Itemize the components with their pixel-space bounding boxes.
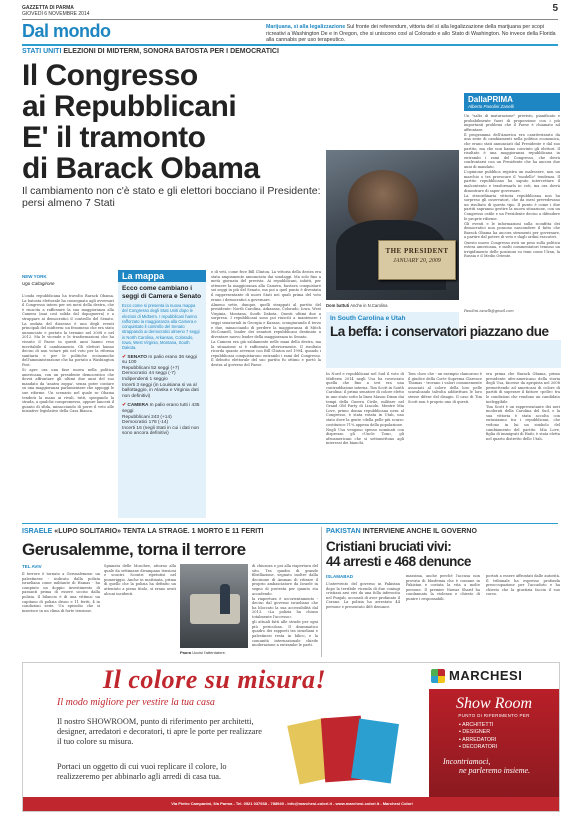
section-title: Dal mondo: [22, 21, 111, 41]
president-sign: [378, 240, 456, 280]
showroom-item-4-label: DECORATORI: [462, 743, 498, 750]
headline-line-2: ai Repubblicani: [22, 90, 237, 123]
israele-photo-caption: [180, 650, 248, 655]
israele-caption-text: Uccisi l'attentatore.: [192, 650, 226, 655]
marchesi-logo-text: MARCHESI: [449, 668, 523, 683]
dalla-prima-para-2: Il programma dell'America era caratterizzato da una serie di cambiamenti nella politica economica, che erano stati annunciati dal Presidente e dal suo partito, ma che non hanno convinto gli elettori. Il risultato è una maggioranza repubblicana in entrambi i rami del Congresso, che dovrà confrontarsi con un Presidente che ha ancora due anni di mandato.: [464, 132, 560, 170]
dalla-prima-para-5: Gli eventi e le informazioni sulla sconfitta dei democratici non possono nascondere il fatto che Barack Obama ha ancora strumenti per governare, a partire dal potere di veto e dagli ordini esecutivi.: [464, 221, 560, 240]
israele-col-3-para: di chiusura e poi alla riapertura del sito. Tra quadro di grande fibrillazione, segnato inoltre dalla decisione di Amman di ritirare il proprio ambasciatore da Israele in segno di protesta per quanto sta accadendo.: [252, 564, 318, 596]
photo-caption: [326, 303, 459, 308]
pakistan-tag: PAKISTAN: [326, 528, 361, 535]
ad-footer-bar: [23, 797, 560, 811]
main-body-para-2: Si apre ora una fase nuova nella politica americana, con un presidente democratico che dovrà affrontare gli ultimi due anni del suo mandato da 'anatra zoppa', senza poter contare su una maggioranza parlamentare che appoggi le sue riforme. Un scenario nel quale se Obama tenderà la mano ai rivali, tutti, spiegando la strada, a qualche compromesso, oppure lancerà il guanto di sfida, minacciando di porre il veto alle iniziative legislative della Casa Bianca.: [22, 368, 114, 414]
dalla-prima: [464, 93, 560, 308]
showroom-item-1: [459, 722, 559, 729]
pakistan-kicker: [326, 528, 561, 535]
photo-vehicle: [190, 594, 240, 624]
senate-note: In palio erano 36 seggi su 100: [122, 354, 197, 366]
swatch-blue: [351, 719, 399, 784]
senate-check-icon: ✔: [122, 354, 127, 360]
israele-col-1-para: Il terrore è tornato a Gerusalemme: un palestinese - indicato dalla polizia israeliana come militante di Hamas - ha compiuto un doppio investimento di passanti prima di essere ucciso dalla polizia. Il bilancio è di una vittima: un capitano di polizia druso e 11 feriti, 4 in condizioni serie. Un episodio che si inserisce in un clima di forte tensione.: [22, 572, 100, 613]
showroom-item-3-label: ARREDATORI: [462, 736, 497, 743]
obama-photo: [326, 150, 459, 300]
main-subhead: Il cambiamento non c'è stato e gli elettori bocciano il Presidente: persi almeno 7 Stati: [22, 185, 321, 209]
marchesi-logo: [429, 665, 559, 687]
photo-caption-bold: Dom battuti: [326, 303, 350, 308]
mid-para-1: e di veti, come fece Bill Clinton. La vittoria della destra era stata ampiamente annunciata dai sondaggi. Ma solo fino a metà giornata del prevista. Ai repubblicani, infatti, per ottenere la maggioranza alla Camera, bastava conquistare sei seggi in più del Senato, ma poi a quel punto è diventata il rappresentante di nuovi Stati nei quali prima del voto erano i democratici a governare.: [211, 270, 321, 302]
dalla-prima-para-4: La straordinaria vittoria repubblicana non ha sorpreso gli osservatori, che da mesi prevedevano un risultato di questo tipo. Il punto è come i due partiti sapranno gestire la nuova situazione, con un Congresso ostile e un Presidente deciso a difendere le proprie riforme.: [464, 193, 560, 221]
israele-col-3: [252, 564, 318, 656]
camera-heading: [122, 403, 202, 414]
kicker-tag: STATI UNITI: [22, 48, 62, 55]
showroom-item-2: [459, 729, 559, 736]
israele-col-2: [104, 564, 176, 656]
brief-lead: Marijuana, sì alla legalizzazione: [266, 24, 346, 30]
page-number: 5: [552, 3, 558, 14]
main-body-para-1: L'onda repubblicana ha travolto Barack Obama. La batosta elettorale ha consegnato agli avversari il Congresso intero per sei mesi della destra, che è riuscita a rafforzare la sua maggioranza alla Camera (mai così solida dal dopoguerra) e a strappare ai democratici il controllo del Senato. La ondata del dissenso è uno degli eventi principali del midterm: un fenomeno che era stato annunciato e portato la termine nel 2008 e nel 2012. Ma le vicende e le trasformazioni che ha vissuto il Paese in questi anni hanno reso inevitabile il cambiamento. Gli elettori hanno deciso di non votare più nel voto per la riforma sanitaria e per le politiche economiche dell'amministrazione che ha portato a Washington Post.: [22, 294, 114, 367]
camera-label: CAMERA: [127, 403, 149, 409]
headline-line-3: E' il tramonto: [22, 121, 206, 154]
ad-footer-text: Via Pietro Campanini, 9/a Parma - Tel. 0521 037938 - 788949 - info@marchesi-colori.it - www.marchesi-colori.it - Marchesi Colori: [171, 801, 413, 806]
marchesi-logo-icon: [431, 669, 445, 683]
beffa-headline: La beffa: i conservatori piazzano due: [330, 324, 549, 339]
showroom-slogan-1: Incontriamoci,: [443, 757, 491, 767]
mid-para-2: Almeno sette, dunque, quelli strappati al partito del presidente: North Carolina, Arkansas, Colorado, Iowa, West Virginia, Montana, South Dakota. Questi ultimi due a sorpresa. I repubblicani sono poi riusciti a mantenere i seggi senatoriali in Georgia e Kansas, scongiurando il terzo e due, minacciando di perdere la maggioranza di Mitch McConnell, leader dei senatori repubblicani destinato a diventare nuovo leader della maggioranza in Senato.: [211, 302, 321, 339]
pakistan-col-2: [406, 574, 480, 656]
masthead-rule: [22, 19, 558, 20]
section-header: [22, 21, 172, 39]
showroom-item-2-label: DESIGNER: [462, 729, 491, 736]
marchesi-ad[interactable]: [22, 662, 560, 812]
showroom-panel: [429, 689, 559, 797]
israele-photo: [180, 564, 248, 648]
mid-para-3: La Camera era già saldamente nelle mani della destra, ma la situazione si è rafforzata ulteriormente. Il risultato ricorda quanto avvenne con Bill Clinton nel 1994, quando i repubblicani conquistarono entrambi i rami del Congresso. Il debutto elettorale del suo partito fu ottimo e portò la destra al governo del Paese.: [211, 339, 321, 367]
main-byline: [22, 274, 114, 286]
camera-row-3: Incerti 16 (negli Stati in cui i dati non sono ancora definitivi): [122, 425, 200, 437]
main-kicker: [22, 48, 462, 55]
dalla-prima-body: [464, 114, 560, 312]
beffa-col-2: [408, 372, 482, 518]
pakistan-headline: [326, 539, 561, 569]
pakistan-col-1: [326, 582, 400, 656]
lower-rule: [22, 523, 558, 524]
pakistan-col-3-para: portati a essere affrontati dalle autorità. Il tribunale ha espresso profonda preoccupazione per l'accaduto e ha chiesto che la giustizia faccia il suo corso.: [486, 574, 560, 597]
showroom-sub: PUNTO DI RIFERIMENTO PER: [458, 713, 530, 718]
camera-check-icon: ✔: [122, 403, 127, 409]
ad-body-1: Il nostro SHOWROOM, punto di riferimento per architetti, designer, arredatori e decoratori, ti apre le porte per realizzare il tuo colore su misura.: [57, 717, 262, 746]
beffa-col-1: [326, 372, 404, 518]
pakistan-col-1-para: L'intervento del governo in Pakistan dopo la terribile vicenda di due coniugi cristiani arsi vivi da una folla inferocita nel Punjab, accusati di aver profanato il Corano. La polizia ha arrestato 44 persone e presentato 468 denunce.: [326, 582, 400, 609]
paper-name: GAZZETTA DI PARMA: [22, 5, 74, 11]
mappa-intro: Ecco come si presenta la nuova mappa del Congresso degli Stati Uniti dopo le elezioni di Midterm. I repubblicani hanno rafforzato la maggioranza alla Camera e conquistato il controllo del Senato strappando ai democratici almeno 7 seggi in North Carolina, Arkansas, Colorado, Iowa, West Virginia, Montana, South Dakota.: [122, 303, 200, 351]
bullet-icon: ▪: [459, 736, 461, 743]
israele-kicker-text: «LUPO SOLITARIO» TENTA LA STRAGE. 1 MORTO E 11 FERITI: [54, 528, 264, 535]
pakistan-col-3: [486, 574, 560, 656]
main-headline: [22, 60, 322, 184]
israele-kicker: [22, 528, 317, 535]
beffa-col-1-para-1: In Nord e repubblicani nel Sud il voto di Midterm 2014 negli Usa ha rovesciato quella che fino a ieri era una contraddizione interna. Tim Scott in South Carolina: il primo senatore di colore eletto in uno stato sotto la linea Mason Dixon dai tempi della Guerra Civile, militare nel Grand Old Party di Lincoln. Mentre Mia Love, primo donna repubblicana nera al Congresso, è stata votata in Utah, uno stato dove la gente «della pelle più scura» costituisce l'1% appena della popolazione.: [326, 372, 404, 427]
beffa-col-2-para-1: Tom «loro che - un esempio clamoroso è il giudice della Corte Suprema Clarence Thomas - trovano i valori comunemente associati al colore della loro pelle scavalcando talvolta addirittura le loro stesse difese del disagio. Il caso di Tim Scott non è proprio uno di questi.: [408, 372, 482, 404]
ad-script-title: Il colore su misura!: [103, 665, 327, 694]
headline-line-1: Il Congresso: [22, 59, 198, 92]
showroom-item-4: [459, 744, 559, 751]
beffa-col-3: [486, 372, 560, 518]
israele-col-5-para: gli attuali fatti alle strade per ogni più pericolosa. Il drammatico quadro dei rapporti tra israeliani e palestinesi resta in bilico, e la comunità internazionale chiede moderazione a entrambe le parti.: [252, 620, 318, 648]
israele-tag: ISRAELE: [22, 528, 53, 535]
masthead: [22, 5, 90, 17]
brief-text: Sul fronte dei referendum, vittoria del sì alla legalizzazione della marijuana per scopi ricreativi a Washington De e in Oregon, che si uniscono così al Colorado e allo Stato di Washington. No invece della Florida alla cannabis per uso terapeutico.: [266, 24, 556, 44]
column-divider: [321, 527, 322, 657]
bullet-icon: ▪: [459, 722, 461, 728]
dateline: NEW YORK: [22, 274, 47, 279]
israele-dateline: TEL AVIV: [22, 564, 42, 569]
pakistan-kicker-text: INTERVIENE ANCHE IL GOVERNO: [362, 528, 477, 535]
camera-row-2: Democratici 178 (-14): [122, 420, 169, 426]
section-rule: [22, 44, 558, 46]
main-body-col-1: [22, 294, 114, 519]
sign-line-1: THE PRESIDENT: [385, 247, 449, 255]
senate-heading: [122, 355, 202, 366]
dalla-prima-title: DallaPRIMA: [468, 95, 513, 104]
beffa-header-box-wide: [326, 340, 561, 368]
senate-label: SENATO: [127, 354, 147, 360]
ad-body-2: Portaci un oggetto di cui vuoi replicare il colore, lo realizzeremo per abbinarlo agli arredi di casa tua.: [57, 762, 227, 781]
pakistan-headline-1: Cristiani bruciati vivi:: [326, 539, 452, 554]
mappa-heading: Ecco come cambiano i seggi di Camera e Senato: [122, 285, 202, 300]
dalla-prima-para-1: Un "salto di maturazione" previsto, pianificato e probabilmente fuori di proporzione con i più importanti problemi che il Paese è chiamato ad affrontare.: [464, 114, 560, 132]
showroom-title: Show Room: [456, 695, 532, 712]
dalla-prima-para-3: L'opinione pubblica registra un malessere, non un marchio o tra provocare il "modello" tendenza. Il partito repubblicano ha saputo intercettare il malcontento e trasformarlo in voti, ma ora dovrà dimostrare di saper governare.: [464, 170, 560, 193]
photo-caption-text: Anche in N.Carolina: [350, 303, 388, 308]
dalla-prima-email: Pasolini.zanelli@gmail.com: [464, 309, 514, 313]
camera-row-1: Repubblicani 243 (+14): [122, 414, 172, 420]
camera-block: [122, 403, 202, 437]
mappa-title: La mappa: [118, 270, 206, 282]
bullet-icon: ▪: [459, 729, 461, 736]
paint-swatches: [283, 711, 423, 797]
marijuana-brief: [266, 24, 558, 44]
photo-officer: [220, 584, 230, 614]
showroom-list: [459, 722, 559, 751]
senate-row-2: Democratici 44 seggi (-7): [122, 371, 176, 377]
pakistan-dateline: ISLAMABAD: [326, 574, 353, 579]
kicker-text: ELEZIONI DI MIDTERM, SONORA BATOSTA PER I DEMOCRATICI: [63, 48, 279, 55]
beffa-kicker: In South Carolina e Utah: [330, 315, 406, 322]
mappa-box: [118, 270, 206, 518]
dalla-prima-header: [464, 93, 560, 111]
israele-col-4-para: la riapertura è un'orientamento - deciso dal governo israeliano che ha bloccato la sua accessibilità dal 2013. «La polizia ha chiuso totalmente l'accesso».: [252, 596, 318, 620]
bullet-icon: ▪: [459, 743, 461, 750]
camera-note: In palio erano tutti i 435 seggi: [122, 403, 200, 415]
senate-row-3: Indipendenti 1 seggio: [122, 377, 168, 383]
main-body-col-2: [211, 270, 321, 518]
sign-line-2: JANUARY 20, 2009: [393, 258, 441, 264]
dalla-prima-para-6: Questo nuovo Congresso avrà un peso sulla politica estera americana, e molti commentatori temono un irrigidimento delle posizioni su temi come l'Iran, la Russia e il Medio Oriente.: [464, 240, 560, 259]
senate-row-1: Repubblicani 52 seggi (+7): [122, 365, 180, 371]
ad-tagline: Il modo migliore per vestire la tua casa: [57, 697, 215, 708]
pakistan-col-2-para: massima, anche perché l'accusa non provata di blasfemia che è comune in Pakistan e costata la vita a molte persone. Il premier Nawaz Sharif ha condannato la violenza e chiesto di punire i responsabili.: [406, 574, 480, 601]
showroom-slogan-2: ne parleremo insieme.: [459, 766, 531, 776]
senate-block: [122, 355, 202, 400]
dalla-prima-author: Alberto Pasolini Zanelli: [468, 104, 514, 109]
author: Ugo Caltagirone: [22, 281, 55, 286]
israele-col-2-para: Spianata delle Moschee, attorno alla quale da settimane divampano tensioni e scontri. Scontri ripetutisi nel pomeriggio. Anche in mattinata, prima di quello che la polizia ha definito un attentato a pieno titolo, si erano avuti alcuni incidenti.: [104, 564, 176, 596]
israele-caption-bold: Paura: [180, 650, 192, 655]
showroom-item-3: [459, 737, 559, 744]
beffa-col-3-para-1: era prima che Barack Obama, primo presidente afro-americano della storia degli Usa, facesse da apripista nel 2008 permettendo ad americani di colore di partiti di superare il fattore «pelle» tra le condizioni che rendono un candidato ineleggibile.: [486, 372, 560, 404]
beffa-col-1-para-2: Negli Usa vengono spesso nominati con disprezzo gli «Uncle Tom», gli afroamericani che si sottomettono agli interessi dei bianchi.: [326, 427, 404, 446]
senate-row-4: Incerti 3 seggi (in Louisiana si va al ballottaggio, in Alaska e Virginia dati non definitivi): [122, 382, 199, 399]
headline-line-4: di Barack Obama: [22, 152, 260, 185]
issue-date: GIOVEDÌ 6 NOVEMBRE 2014: [22, 11, 90, 17]
pakistan-headline-2: 44 arresti e 468 denunce: [326, 554, 471, 569]
beffa-col-3-para-2: Tim Scott è un rappresentante dei neri moderati della Carolina del Sud, e la sua vittoria è stata accolta con entusiasmo tra i repubblicani, che vedono in lui un simbolo del cambiamento del partito. Mia Love, figlia di immigrati di Haiti, è stata eletta nel quarto distretto dello Utah.: [486, 404, 560, 441]
showroom-item-1-label: ARCHITETTI: [462, 722, 494, 728]
israele-headline: Gerusalemme, torna il terrore: [22, 540, 246, 559]
israele-col-1: [22, 572, 100, 656]
